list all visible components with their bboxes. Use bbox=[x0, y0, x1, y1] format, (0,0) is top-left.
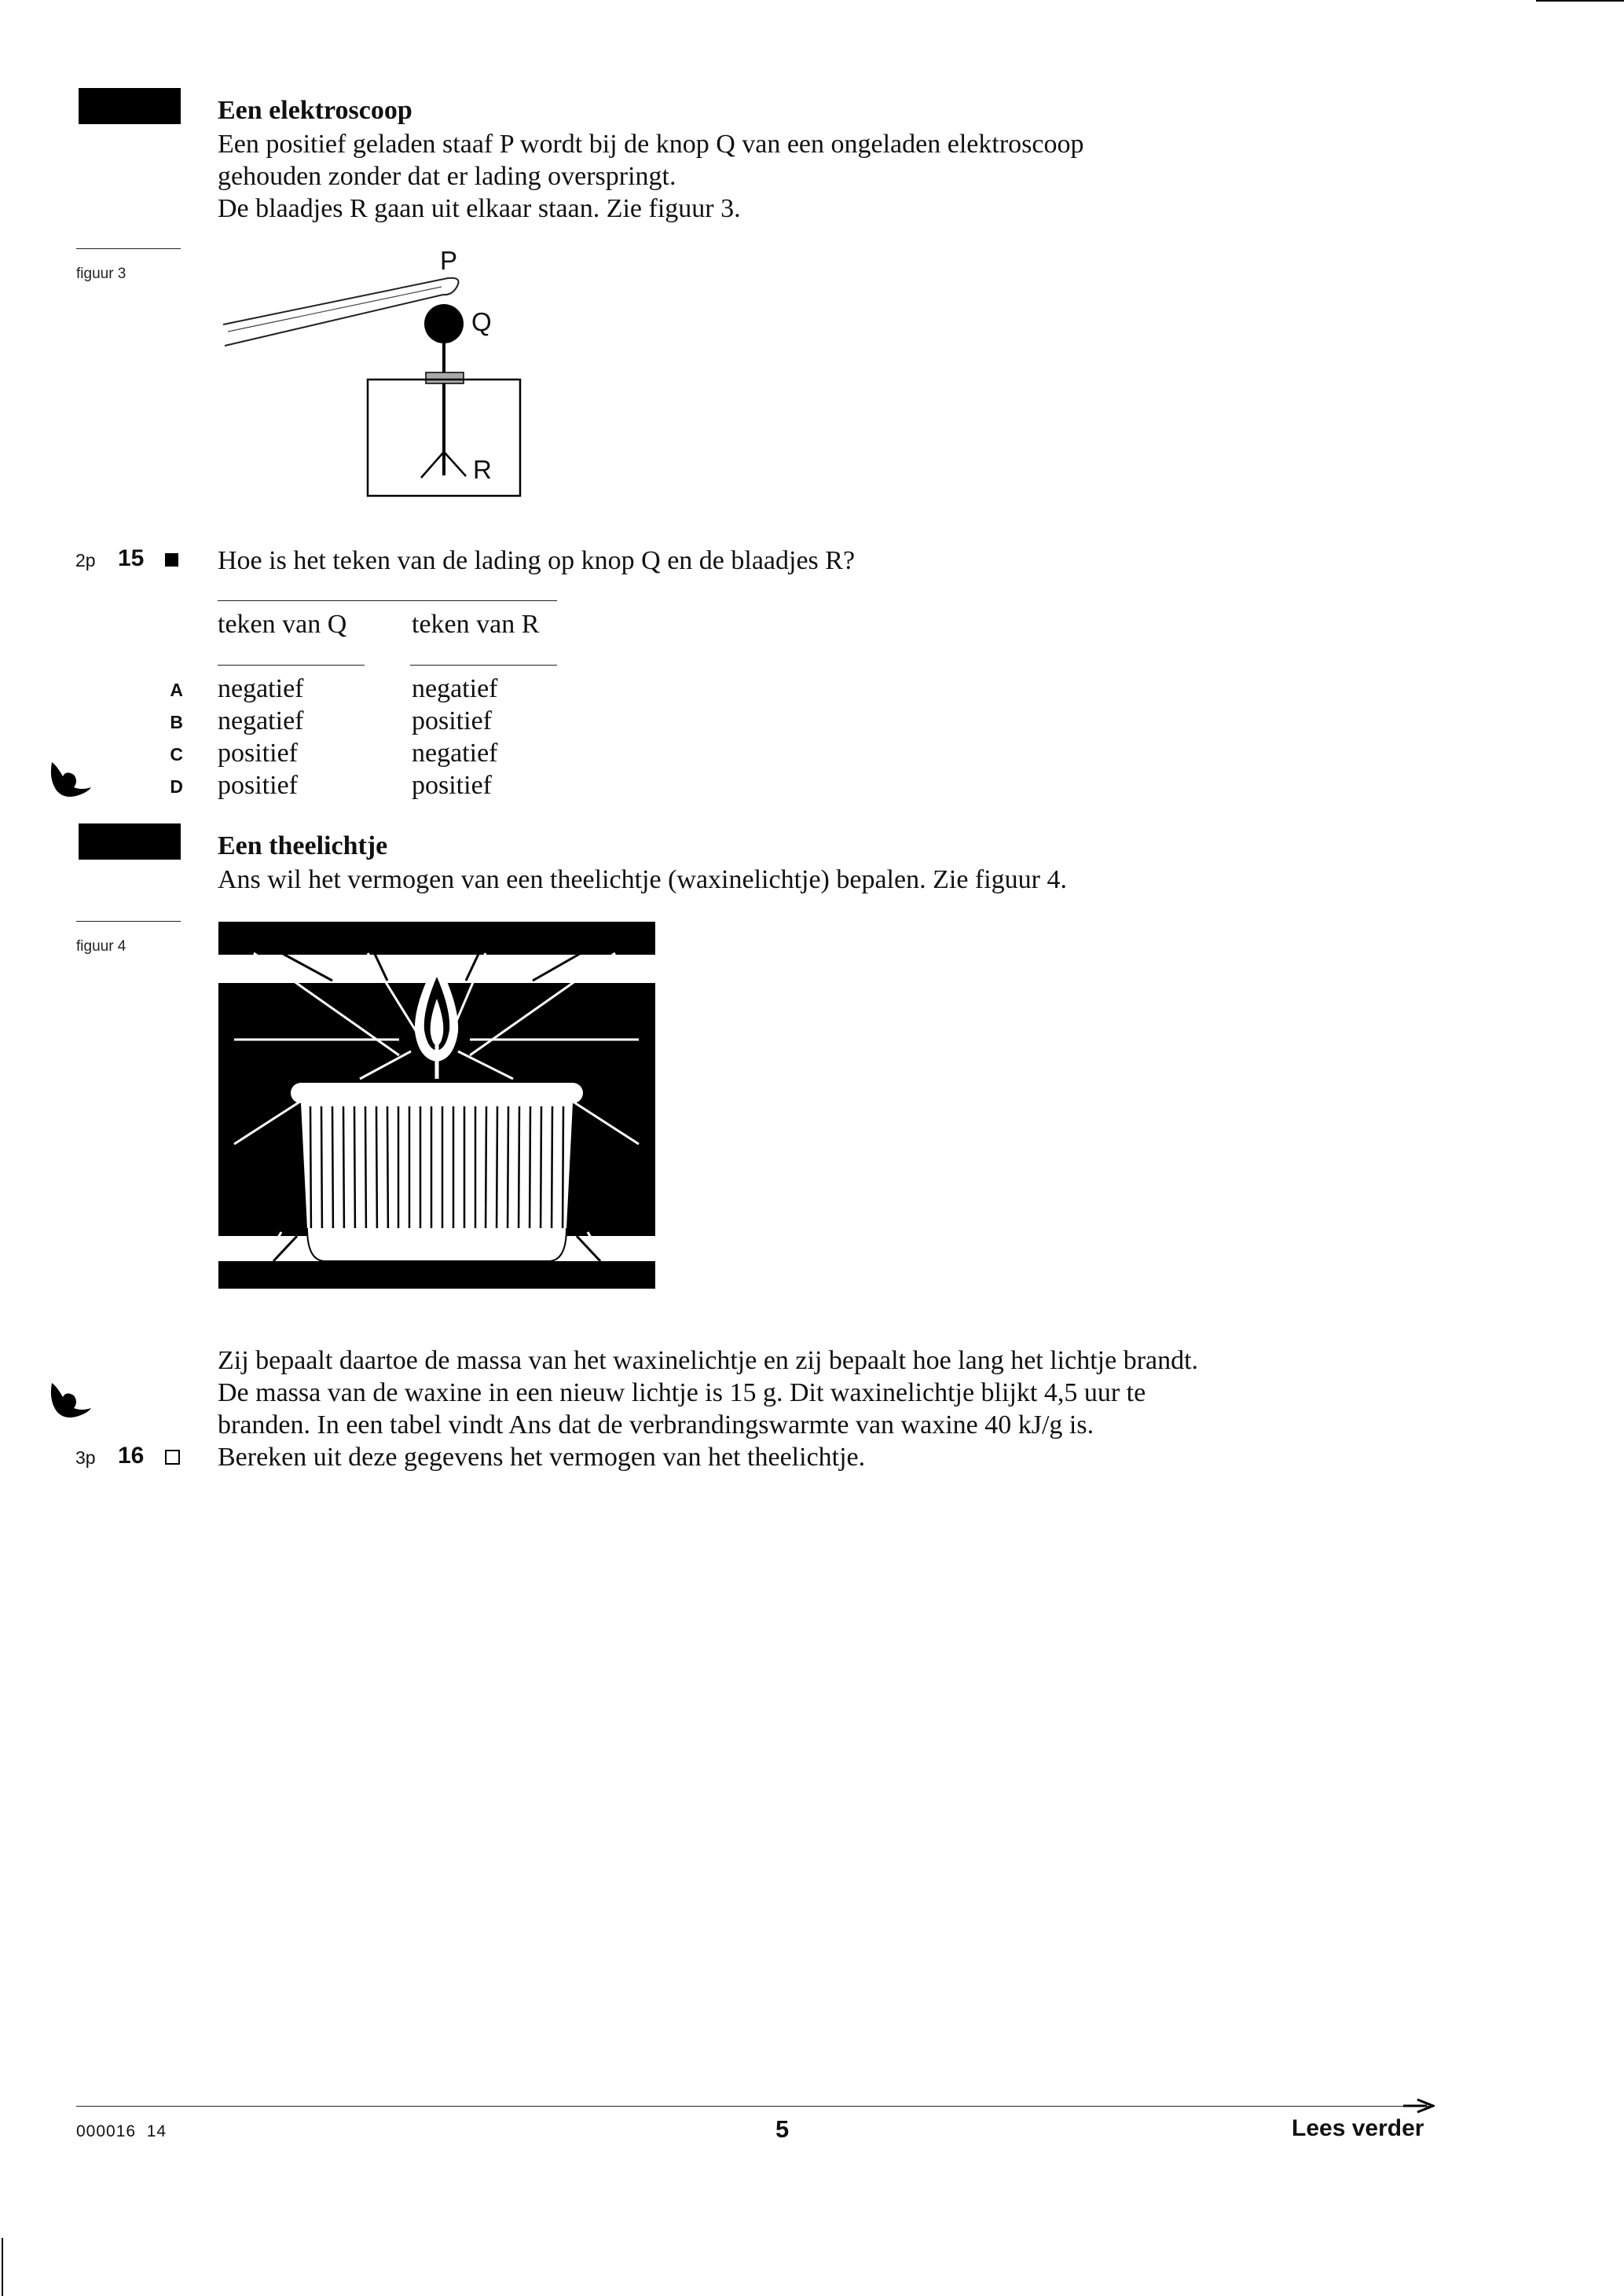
q15-option-b-q[interactable]: negatief bbox=[218, 706, 304, 735]
q15-option-letter-c[interactable]: C bbox=[170, 744, 183, 765]
top-right-edge-mark bbox=[1536, 0, 1624, 2]
page-number: 5 bbox=[775, 2115, 790, 2143]
q15-option-letter-a[interactable]: A bbox=[170, 680, 183, 700]
section-2-line-2: De massa van de waxine in een nieuw lichtje is 15 g. Dit waxinelichtje blijkt 4,5 uur te bbox=[218, 1378, 1146, 1407]
figure-3-label: figuur 3 bbox=[76, 266, 126, 282]
tealight-figure bbox=[218, 922, 655, 1289]
q15-square-icon bbox=[165, 553, 178, 567]
section-1-line-1: Een positief geladen staaf P wordt bij de knop Q van een ongeladen elektroscoop bbox=[218, 130, 1084, 159]
section-2-intro: Ans wil het vermogen van een theelichtje (waxinelichtje) bepalen. Zie figuur 4. bbox=[218, 865, 1067, 894]
q15-option-a-r[interactable]: negatief bbox=[412, 674, 498, 703]
pencil-mark-icon bbox=[47, 756, 94, 805]
section-marker-1 bbox=[79, 88, 181, 124]
q15-option-letter-d[interactable]: D bbox=[170, 776, 183, 797]
section-marker-2 bbox=[79, 823, 181, 860]
q15-points: 2p bbox=[75, 550, 96, 570]
q16-points: 3p bbox=[75, 1447, 96, 1468]
q15-header-q: teken van Q bbox=[218, 610, 347, 639]
section-1-text bbox=[218, 128, 1318, 225]
section-2-line-3: branden. In een tabel vindt Ans dat de verbrandingswarmte van waxine 40 kJ/g is. bbox=[218, 1410, 1094, 1440]
tealight-rim bbox=[291, 1083, 583, 1103]
figure-4-divider bbox=[76, 921, 181, 922]
section-title-theelichtje: Een theelichtje bbox=[218, 831, 388, 860]
figure-4-label: figuur 4 bbox=[76, 938, 126, 955]
label-r: R bbox=[473, 455, 492, 484]
footer-rule bbox=[76, 2106, 1429, 2107]
leaf-right bbox=[444, 452, 466, 476]
section-1-line-3: De blaadjes R gaan uit elkaar staan. Zie figuur 3. bbox=[218, 194, 741, 223]
label-p: P bbox=[440, 246, 458, 275]
q15-option-c-r[interactable]: negatief bbox=[412, 739, 498, 768]
section-1-line-2: gehouden zonder dat er lading overspringt. bbox=[218, 162, 676, 191]
left-edge-mark bbox=[2, 2238, 3, 2296]
pencil-mark-icon bbox=[47, 1377, 94, 1425]
q16-question: Bereken uit deze gegevens het vermogen van het theelichtje. bbox=[218, 1443, 866, 1472]
leaf-left bbox=[421, 452, 444, 478]
section-2-line-1: Zij bepaalt daartoe de massa van het waxinelichtje en zij bepaalt hoe lang het lichtje brandt. bbox=[218, 1346, 1199, 1375]
section-title-elektroscoop: Een elektroscoop bbox=[218, 96, 412, 125]
q15-header-r: teken van R bbox=[412, 610, 540, 639]
section-2-text bbox=[218, 1344, 1396, 1441]
q15-option-a-q[interactable]: negatief bbox=[218, 674, 304, 703]
arrow-right-icon bbox=[1403, 2096, 1435, 2115]
label-q: Q bbox=[471, 307, 492, 336]
q15-header-rule-r bbox=[410, 665, 557, 666]
q15-option-letter-b[interactable]: B bbox=[170, 712, 183, 732]
charged-rod-p bbox=[223, 278, 459, 346]
q15-question: Hoe is het teken van de lading op knop Q en de blaadjes R? bbox=[218, 546, 856, 575]
q16-number: 16 bbox=[118, 1443, 145, 1469]
q15-table-top-rule bbox=[218, 600, 557, 601]
q15-header-rule-q bbox=[218, 665, 365, 666]
electroscope-figure bbox=[212, 244, 542, 503]
q15-option-b-r[interactable]: positief bbox=[412, 706, 492, 735]
figure-3-divider bbox=[76, 248, 181, 249]
q15-option-d-q[interactable]: positief bbox=[218, 771, 298, 800]
continue-label: Lees verder bbox=[1292, 2115, 1424, 2141]
knob-q bbox=[424, 304, 464, 343]
footer-code: 000016 14 bbox=[76, 2122, 167, 2140]
q15-number: 15 bbox=[118, 545, 145, 571]
q15-option-d-r[interactable]: positief bbox=[412, 771, 492, 800]
q16-open-square-icon bbox=[165, 1450, 180, 1465]
q15-option-c-q[interactable]: positief bbox=[218, 739, 298, 768]
insulator bbox=[426, 372, 464, 383]
